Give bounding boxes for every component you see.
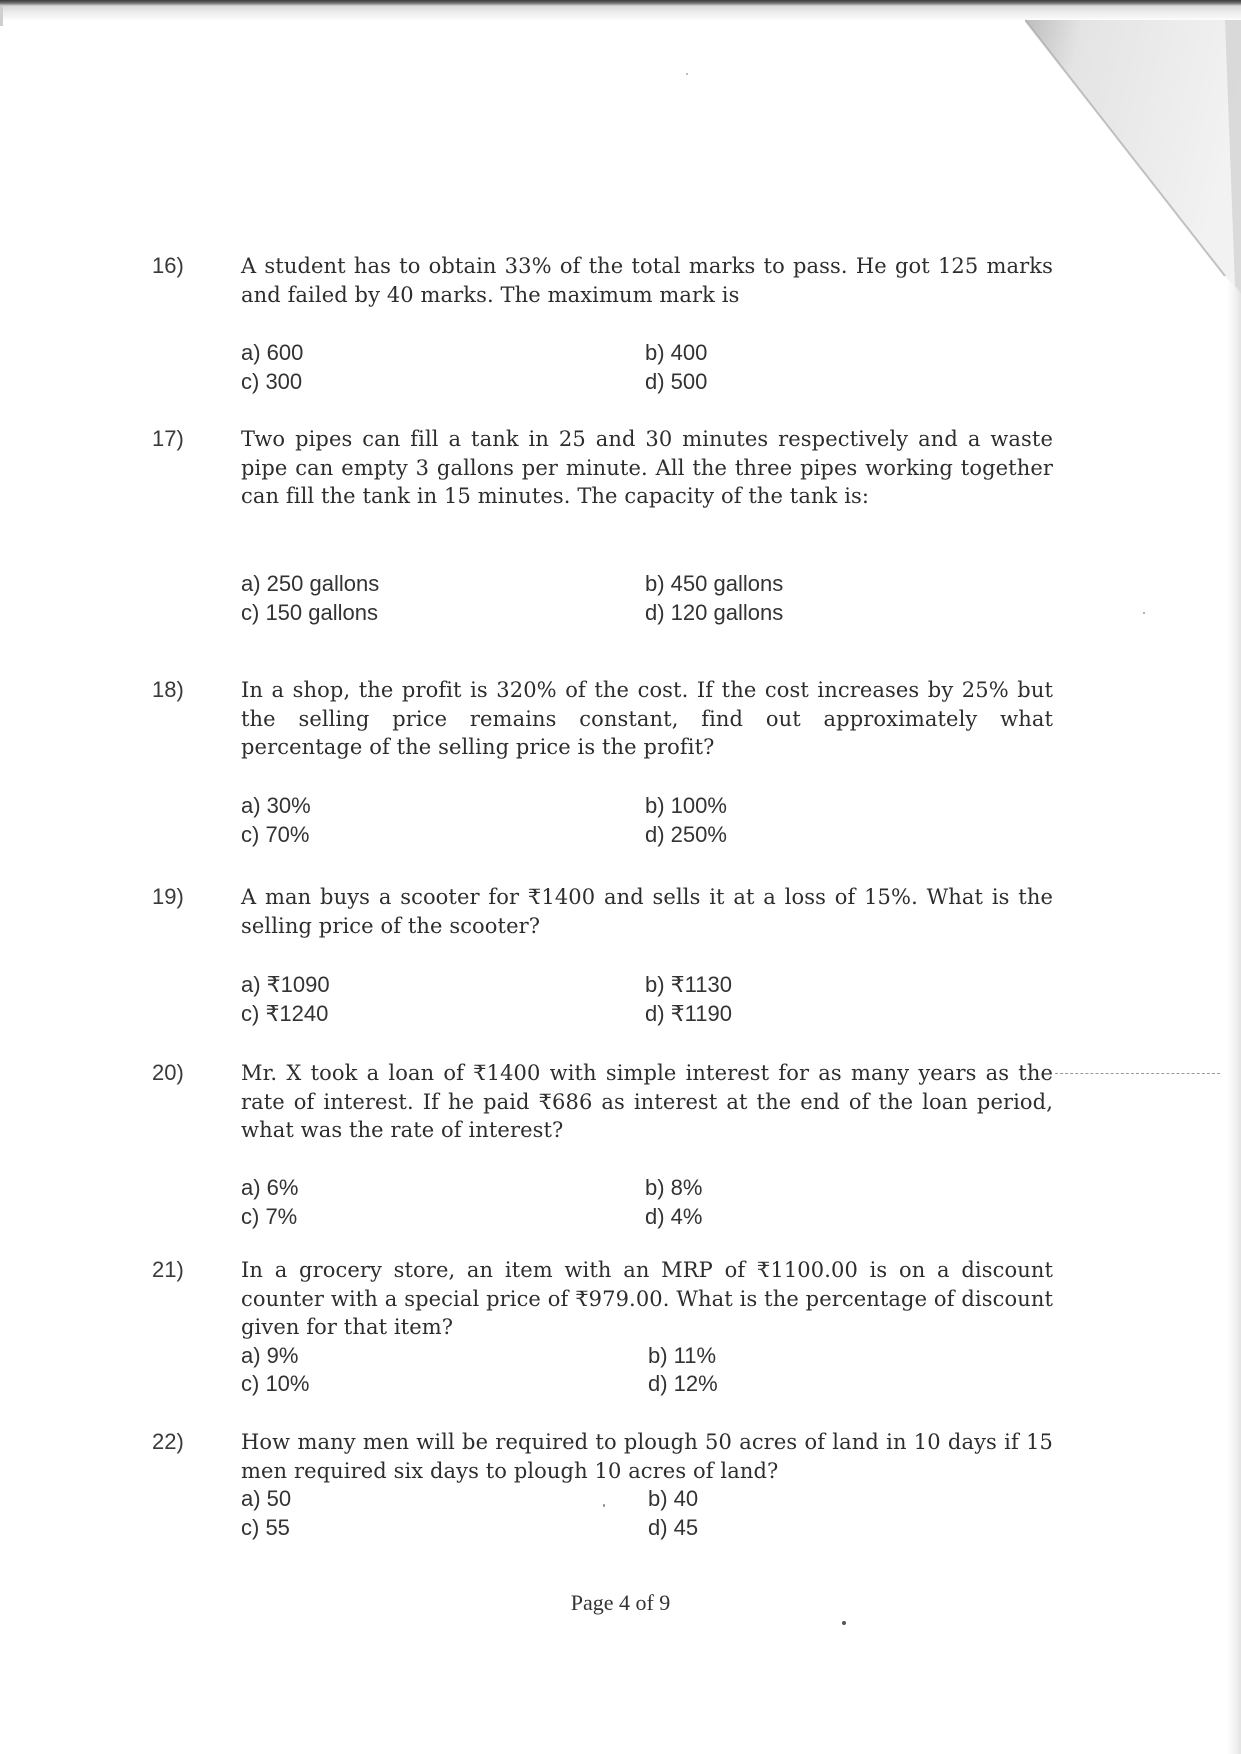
option-c[interactable]: c) 10% bbox=[241, 1371, 310, 1396]
question-number: 16) bbox=[152, 253, 184, 278]
question-number: 22) bbox=[152, 1429, 184, 1454]
scan-right-shadow bbox=[1227, 280, 1241, 1754]
question-text: Mr. X took a loan of ₹1400 with simple interest for as many years as the rate of interest. If he paid ₹686 as interest at the end of the loan period, what was the rate of interest? bbox=[241, 1061, 1053, 1142]
option-c[interactable]: c) 70% bbox=[241, 822, 310, 847]
folded-corner-icon bbox=[1025, 14, 1241, 294]
scan-speck bbox=[686, 73, 688, 75]
option-a[interactable]: a) 50 bbox=[241, 1486, 292, 1511]
option-b[interactable]: b) 40 bbox=[648, 1486, 699, 1511]
option-b[interactable]: b) 400 bbox=[645, 340, 708, 365]
option-d[interactable]: d) 500 bbox=[645, 369, 708, 394]
option-d[interactable]: d) 45 bbox=[648, 1515, 699, 1540]
option-b[interactable]: b) 11% bbox=[648, 1343, 717, 1368]
question-text: In a grocery store, an item with an MRP of ₹1100.00 is on a discount counter with a special price of ₹979.00. What is the percentage of discount given for that item? bbox=[241, 1258, 1053, 1339]
option-a[interactable]: a) 6% bbox=[241, 1175, 299, 1200]
option-d[interactable]: d) 250% bbox=[645, 822, 727, 847]
option-c[interactable]: c) ₹1240 bbox=[241, 1001, 329, 1026]
scan-speck bbox=[603, 1504, 605, 1507]
question-text: In a shop, the profit is 320% of the cost. If the cost increases by 25% but the selling price remains constant, find out approximately what percentage of the selling price is the profit? bbox=[241, 678, 1053, 759]
question-number: 21) bbox=[152, 1257, 184, 1282]
scan-speck bbox=[842, 1621, 846, 1625]
option-d[interactable]: d) 4% bbox=[645, 1204, 703, 1229]
option-b[interactable]: b) 450 gallons bbox=[645, 571, 784, 596]
question-text: A man buys a scooter for ₹1400 and sells it at a loss of 15%. What is the selling price of the scooter? bbox=[241, 885, 1053, 938]
question-text: A student has to obtain 33% of the total marks to pass. He got 125 marks and failed by 40 marks. The maximum mark is bbox=[241, 254, 1053, 307]
option-a[interactable]: a) 30% bbox=[241, 793, 311, 818]
option-d[interactable]: d) 12% bbox=[648, 1371, 718, 1396]
scan-dashed-line bbox=[1055, 1073, 1220, 1074]
question-number: 18) bbox=[152, 677, 184, 702]
option-d[interactable]: d) 120 gallons bbox=[645, 600, 784, 625]
scan-left-edge bbox=[0, 6, 3, 26]
question-number: 20) bbox=[152, 1060, 184, 1085]
option-c[interactable]: c) 55 bbox=[241, 1515, 290, 1540]
option-b[interactable]: b) 8% bbox=[645, 1175, 703, 1200]
question-number: 19) bbox=[152, 884, 184, 909]
option-d[interactable]: d) ₹1190 bbox=[645, 1001, 732, 1026]
option-c[interactable]: c) 300 bbox=[241, 369, 303, 394]
option-c[interactable]: c) 150 gallons bbox=[241, 600, 378, 625]
option-a[interactable]: a) 9% bbox=[241, 1343, 299, 1368]
question-text: Two pipes can fill a tank in 25 and 30 minutes respectively and a waste pipe can empty 3 gallons per minute. All the three pipes working together can fill the tank in 15 minutes. The capacity of the tank is: bbox=[241, 427, 1053, 508]
option-b[interactable]: b) 100% bbox=[645, 793, 727, 818]
question-text: How many men will be required to plough 50 acres of land in 10 days if 15 men required six days to plough 10 acres of land? bbox=[241, 1430, 1053, 1483]
option-a[interactable]: a) ₹1090 bbox=[241, 972, 330, 997]
page-number: Page 4 of 9 bbox=[570, 1590, 671, 1615]
scan-speck bbox=[1143, 612, 1145, 614]
option-c[interactable]: c) 7% bbox=[241, 1204, 298, 1229]
option-a[interactable]: a) 250 gallons bbox=[241, 571, 380, 596]
question-number: 17) bbox=[152, 426, 184, 451]
option-a[interactable]: a) 600 bbox=[241, 340, 304, 365]
option-b[interactable]: b) ₹1130 bbox=[645, 972, 732, 997]
